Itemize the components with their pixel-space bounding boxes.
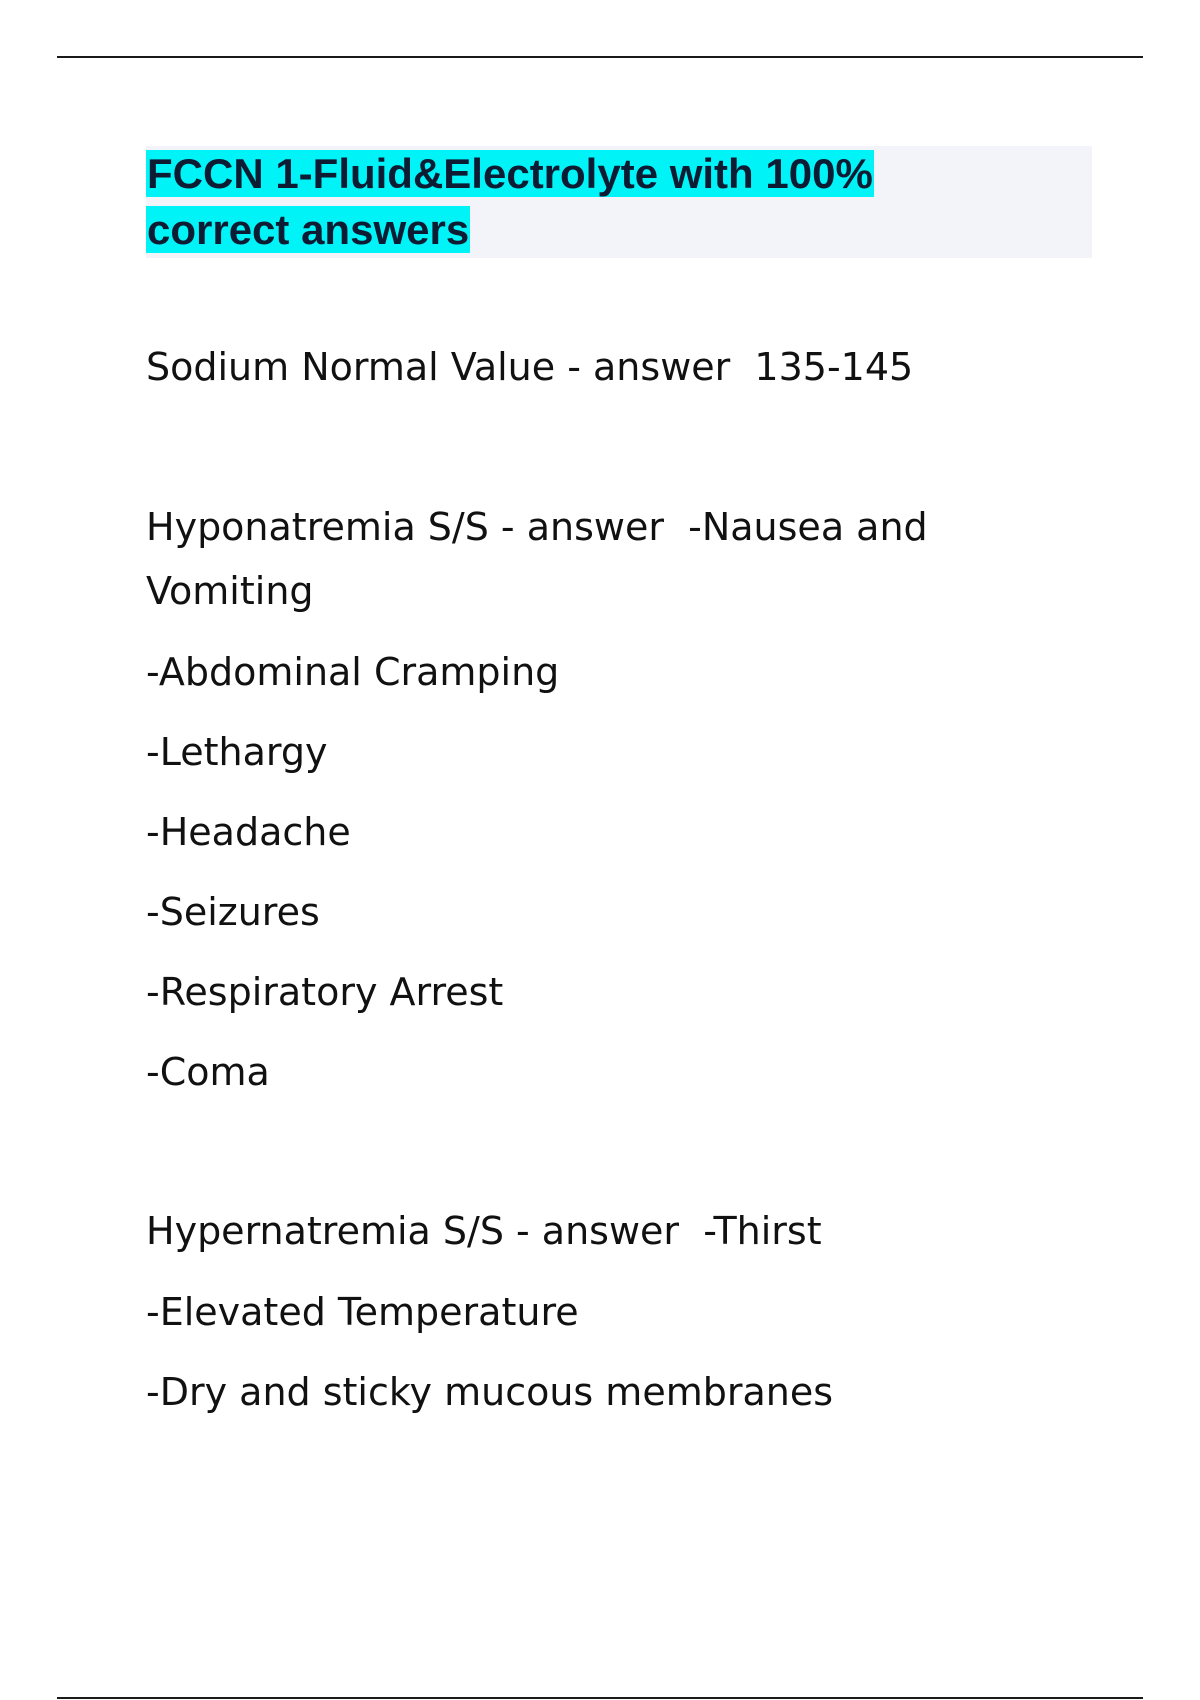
- list-item: -Coma: [146, 1050, 270, 1094]
- page-title: [146, 146, 996, 258]
- list-item: -Seizures: [146, 890, 320, 934]
- list-item: -Respiratory Arrest: [146, 970, 504, 1014]
- list-item: -Headache: [146, 810, 351, 854]
- title-highlight: FCCN 1-Fluid&Electrolyte with 100% correct answers: [147, 150, 873, 253]
- qa-sodium-normal-value: Sodium Normal Value - answer 135-145: [146, 345, 914, 389]
- qa-hypernatremia-question: Hypernatremia S/S - answer -Thirst: [146, 1209, 822, 1253]
- list-item: -Abdominal Cramping: [146, 650, 560, 694]
- list-item: -Dry and sticky mucous membranes: [146, 1370, 834, 1414]
- bottom-rule: [57, 1697, 1143, 1699]
- list-item: -Elevated Temperature: [146, 1290, 579, 1334]
- top-rule: [57, 56, 1143, 58]
- qa-hyponatremia-question: Hyponatremia S/S - answer -Nausea and Vomiting: [146, 505, 940, 613]
- list-item: -Lethargy: [146, 730, 328, 774]
